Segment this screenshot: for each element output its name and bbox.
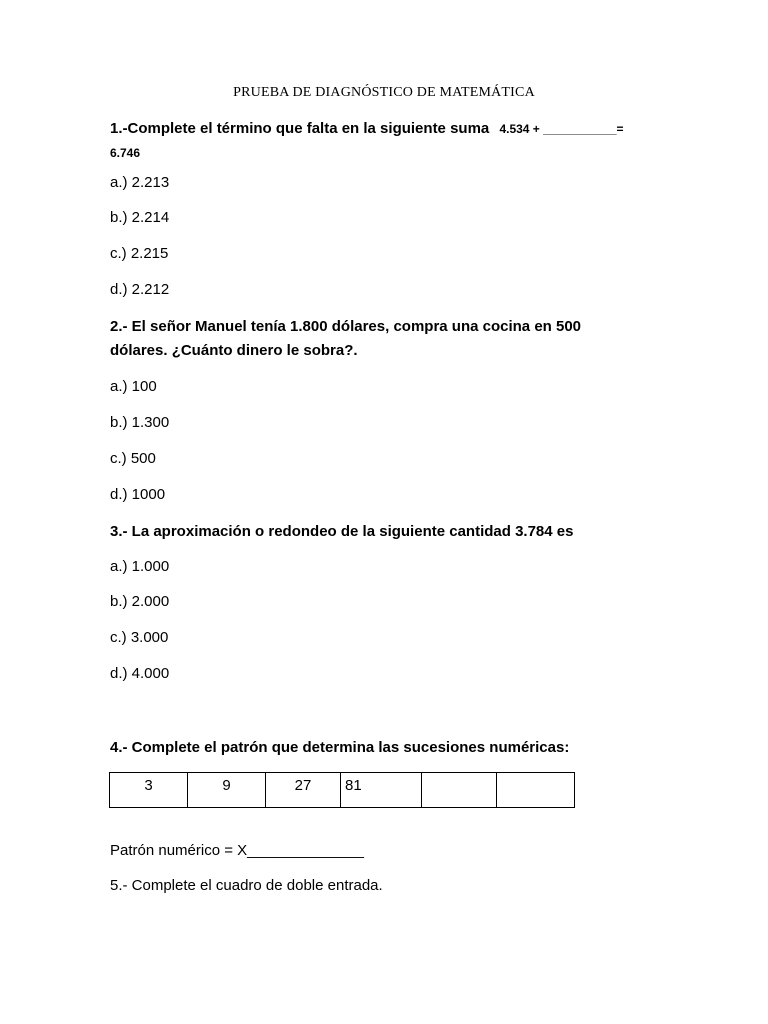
sequence-cell-1: 3 — [110, 773, 188, 808]
sequence-cell-3: 27 — [266, 773, 341, 808]
question-1-result: 6.746 — [110, 146, 141, 160]
page-title: PRUEBA DE DIAGNÓSTICO DE MATEMÁTICA — [233, 85, 535, 100]
question-2-option-c: c.) 500 — [110, 450, 156, 467]
question-2-option-a: a.) 100 — [110, 378, 157, 395]
sequence-cell-2: 9 — [188, 773, 266, 808]
question-1-option-c: c.) 2.215 — [110, 245, 169, 262]
sequence-cell-4: 81 — [341, 773, 422, 808]
question-2-line-1: 2.- El señor Manuel tenía 1.800 dólares, compra una cocina en 500 — [110, 318, 582, 335]
question-1-option-a: a.) 2.213 — [110, 174, 170, 191]
sequence-cell-5[interactable] — [422, 773, 497, 808]
question-1-expression: 4.534 + ___________= — [499, 122, 624, 136]
sequence-row — [110, 773, 575, 808]
question-2-option-b: b.) 1.300 — [110, 414, 170, 431]
question-2-line-2: dólares. ¿Cuánto dinero le sobra?. — [110, 342, 358, 359]
question-2-option-d: d.) 1000 — [110, 486, 166, 503]
question-1-option-d: d.) 2.212 — [110, 281, 170, 298]
question-3-option-b: b.) 2.000 — [110, 593, 170, 610]
question-3: 3.- La aproximación o redondeo de la siguiente cantidad 3.784 es — [110, 523, 574, 540]
sequence-cell-6[interactable] — [497, 773, 575, 808]
question-3-option-d: d.) 4.000 — [110, 665, 170, 682]
question-3-option-a: a.) 1.000 — [110, 558, 170, 575]
sequence-table — [109, 772, 575, 808]
pattern-answer-line: Patrón numérico = X______________ — [110, 842, 364, 859]
question-2 — [110, 315, 581, 363]
question-3-option-c: c.) 3.000 — [110, 629, 169, 646]
question-1-option-b: b.) 2.214 — [110, 209, 170, 226]
question-1 — [110, 117, 624, 165]
question-4: 4.- Complete el patrón que determina las sucesiones numéricas: — [110, 739, 570, 756]
question-1-text: 1.-Complete el término que falta en la siguiente suma — [110, 120, 490, 137]
question-5: 5.- Complete el cuadro de doble entrada. — [110, 877, 383, 894]
